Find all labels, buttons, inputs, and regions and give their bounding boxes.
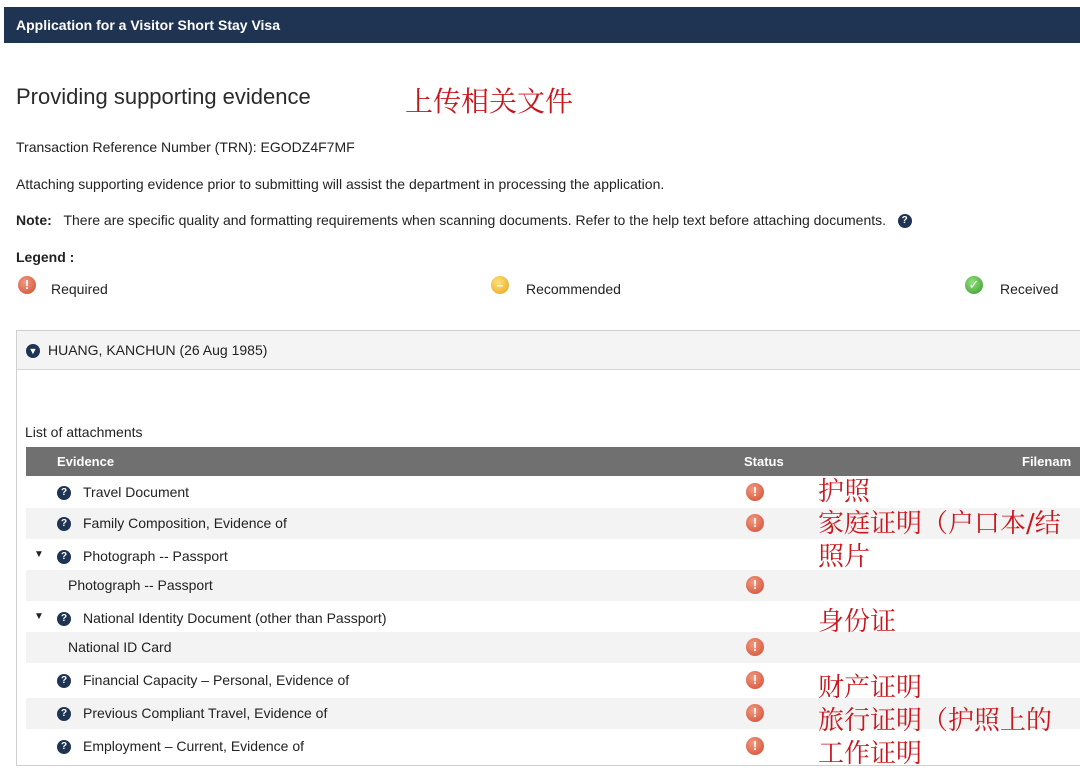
required-status-icon: ! [746, 576, 764, 594]
evidence-sub-label: National ID Card [68, 639, 172, 655]
note-text: There are specific quality and formatting requirements when scanning documents. Refer to the help text before attaching documents. [63, 212, 887, 228]
trn-text: Transaction Reference Number (TRN): EGODZ4F7MF [16, 139, 355, 155]
annotation-employment: 工作证明 [818, 739, 923, 769]
help-icon[interactable]: ? [57, 707, 71, 721]
annotation-financial: 财产证明 [818, 673, 923, 703]
help-icon[interactable]: ? [57, 550, 71, 564]
received-icon: ✓ [965, 276, 983, 294]
expand-triangle-icon[interactable]: ▼ [34, 549, 44, 560]
required-status-icon: ! [746, 737, 764, 755]
annotation-travel: 旅行证明（护照上的 [818, 706, 1053, 736]
expand-triangle-icon[interactable]: ▼ [34, 611, 44, 622]
attachments-title: List of attachments [25, 424, 143, 440]
annotation-page-title: 上传相关文件 [405, 85, 574, 118]
evidence-sub-label: Photograph -- Passport [68, 577, 213, 593]
table-row[interactable] [26, 632, 1080, 663]
applicant-name: HUANG, KANCHUN (26 Aug 1985) [48, 342, 268, 358]
col-filename: Filenam [1022, 454, 1072, 469]
note-label: Note: [16, 212, 52, 228]
table-row[interactable] [26, 541, 1080, 572]
help-icon[interactable]: ? [57, 612, 71, 626]
help-icon[interactable]: ? [898, 214, 912, 228]
table-header [26, 447, 1080, 476]
evidence-label: Family Composition, Evidence of [83, 515, 287, 531]
legend-received: Received [1000, 281, 1059, 297]
evidence-label: Photograph -- Passport [83, 548, 228, 564]
evidence-label: National Identity Document (other than Passport) [83, 610, 387, 626]
intro-text: Attaching supporting evidence prior to submitting will assist the department in processing the application. [16, 176, 665, 192]
table-row[interactable] [26, 570, 1080, 601]
note-line [16, 212, 912, 228]
help-icon[interactable]: ? [57, 740, 71, 754]
required-status-icon: ! [746, 704, 764, 722]
annotation-photo: 照片 [818, 542, 871, 572]
evidence-label: Travel Document [83, 484, 190, 500]
col-status: Status [744, 454, 784, 469]
recommended-icon: – [491, 276, 509, 294]
table-row[interactable] [26, 603, 1080, 634]
chevron-down-icon[interactable]: ▼ [26, 344, 40, 358]
col-evidence: Evidence [57, 454, 115, 469]
required-status-icon: ! [746, 483, 764, 501]
required-status-icon: ! [746, 514, 764, 532]
required-status-icon: ! [746, 671, 764, 689]
evidence-label: Previous Compliant Travel, Evidence of [83, 705, 328, 721]
legend-label: Legend : [16, 249, 75, 265]
page-title: Providing supporting evidence [16, 84, 311, 109]
evidence-label: Employment – Current, Evidence of [83, 738, 304, 754]
required-status-icon: ! [746, 638, 764, 656]
required-icon: ! [18, 276, 36, 294]
legend-required: Required [51, 281, 108, 297]
annotation-family: 家庭证明（户口本/结 [818, 509, 1061, 539]
applicant-header[interactable] [17, 331, 1080, 370]
evidence-label: Financial Capacity – Personal, Evidence of [83, 672, 350, 688]
annotation-id-card: 身份证 [818, 607, 897, 637]
help-icon[interactable]: ? [57, 486, 71, 500]
window-title: Application for a Visitor Short Stay Visa [4, 7, 1080, 43]
help-icon[interactable]: ? [57, 674, 71, 688]
annotation-passport: 护照 [818, 477, 871, 507]
legend-recommended: Recommended [526, 281, 621, 297]
help-icon[interactable]: ? [57, 517, 71, 531]
